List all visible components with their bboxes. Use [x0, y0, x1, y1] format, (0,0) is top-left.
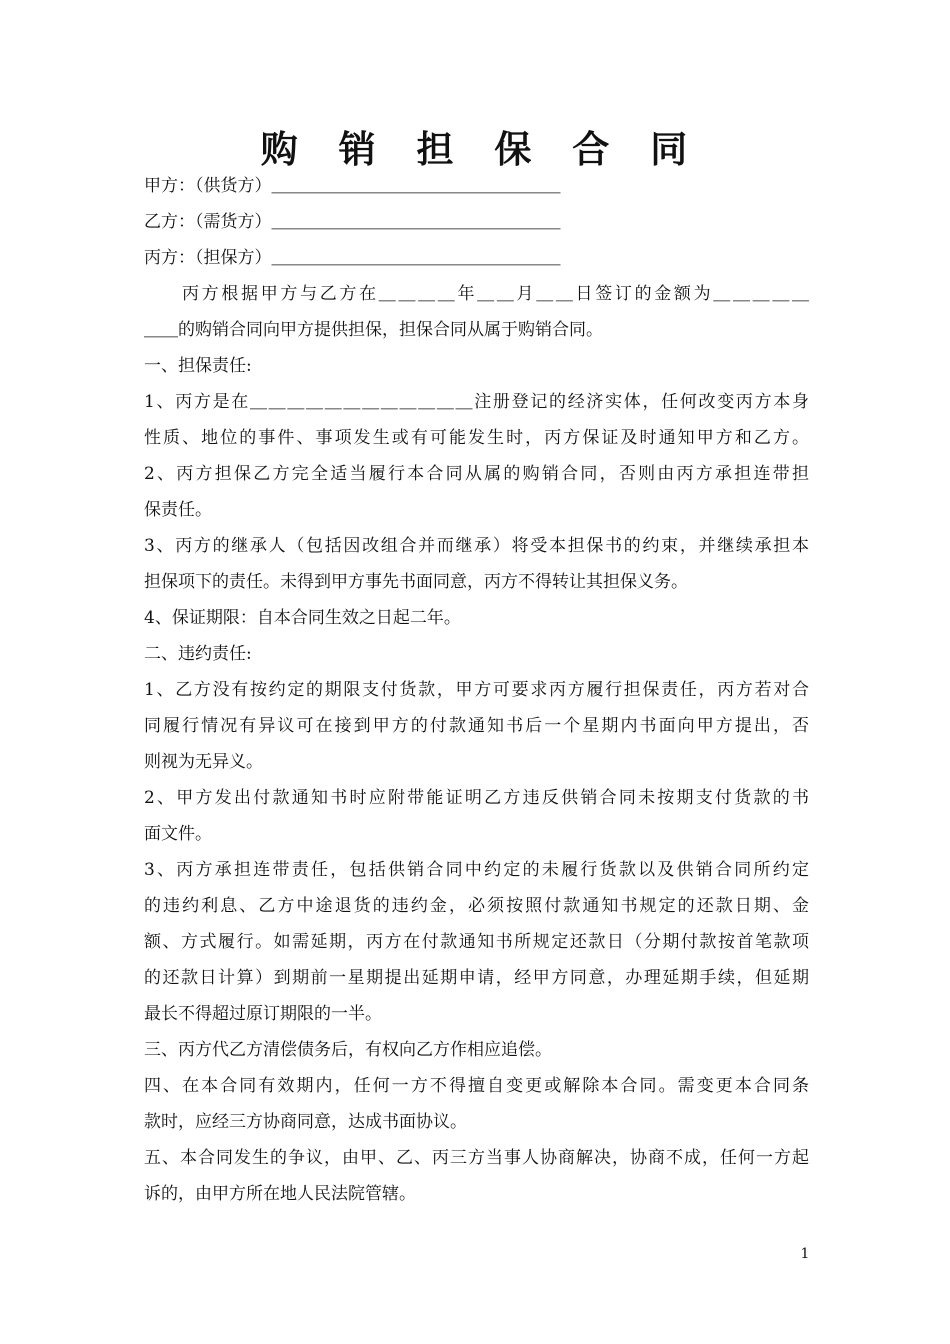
clause-line: 款时，应经三方协商同意，达成书面协议。 [144, 1112, 467, 1132]
clause-line: 则视为无异义。 [144, 752, 263, 772]
clause-line: 2、甲方发出付款通知书时应附带能证明乙方违反供销合同未按期支付货款的书 [144, 788, 809, 808]
clause-line: 诉的，由甲方所在地人民法院管辖。 [144, 1184, 416, 1204]
clause-line: 的还款日计算）到期前一星期提出延期申请，经甲方同意，办理延期手续，但延期 [144, 968, 809, 988]
party-b-line: 乙方：（需货方）＿＿＿＿＿＿＿＿＿＿＿＿＿＿＿＿＿ [144, 212, 561, 232]
party-c-line: 丙方：（担保方）＿＿＿＿＿＿＿＿＿＿＿＿＿＿＿＿＿ [144, 248, 561, 268]
clause-line: 面文件。 [144, 824, 212, 844]
page-number: 1 [800, 1246, 810, 1262]
clause-line: 性质、地位的事件、事项发生或有可能发生时，丙方保证及时通知甲方和乙方。 [144, 428, 809, 448]
preamble-line: ＿＿的购销合同向甲方提供担保，担保合同从属于购销合同。 [144, 320, 603, 340]
clause-line: 担保项下的责任。未得到甲方事先书面同意，丙方不得转让其担保义务。 [144, 572, 688, 592]
clause-line: 2、丙方担保乙方完全适当履行本合同从属的购销合同，否则由丙方承担连带担 [144, 464, 809, 484]
party-a-line: 甲方：（供货方）＿＿＿＿＿＿＿＿＿＿＿＿＿＿＿＿＿ [144, 176, 561, 196]
clause-line: 3、丙方承担连带责任，包括供销合同中约定的未履行货款以及供销合同所约定 [144, 860, 809, 880]
clause-line: 保责任。 [144, 500, 212, 520]
clause-line: 的违约利息、乙方中途退货的违约金，必须按照付款通知书规定的还款日期、金 [144, 896, 809, 916]
clause-line: 同履行情况有异议可在接到甲方的付款通知书后一个星期内书面向甲方提出，否 [144, 716, 809, 736]
preamble-line: 丙方根据甲方与乙方在＿＿＿＿年＿＿月＿＿日签订的金额为＿＿＿＿＿ [182, 284, 809, 304]
section-heading: 四、在本合同有效期内，任何一方不得擅自变更或解除本合同。需变更本合同条 [144, 1076, 809, 1096]
clause-line: 最长不得超过原订期限的一半。 [144, 1004, 382, 1024]
clause-line: 额、方式履行。如需延期，丙方在付款通知书所规定还款日（分期付款按首笔款项 [144, 932, 809, 952]
clause-line: 4、保证期限：自本合同生效之日起二年。 [144, 608, 461, 628]
contract-body [144, 168, 809, 1212]
document-title: 购 销 担 保 合 同 [260, 128, 702, 171]
clause-line: 3、丙方的继承人（包括因改组合并而继承）将受本担保书的约束，并继续承担本 [144, 536, 809, 556]
section-heading: 五、本合同发生的争议，由甲、乙、丙三方当事人协商解决，协商不成，任何一方起 [144, 1148, 809, 1168]
section-heading: 二、违约责任: [144, 644, 252, 664]
section-heading: 三、丙方代乙方清偿债务后，有权向乙方作相应追偿。 [144, 1040, 552, 1060]
clause-line: 1、乙方没有按约定的期限支付货款，甲方可要求丙方履行担保责任，丙方若对合 [144, 680, 809, 700]
clause-line: 1、丙方是在＿＿＿＿＿＿＿＿＿＿＿＿注册登记的经济实体，任何改变丙方本身 [144, 392, 809, 412]
section-heading: 一、担保责任: [144, 356, 252, 376]
